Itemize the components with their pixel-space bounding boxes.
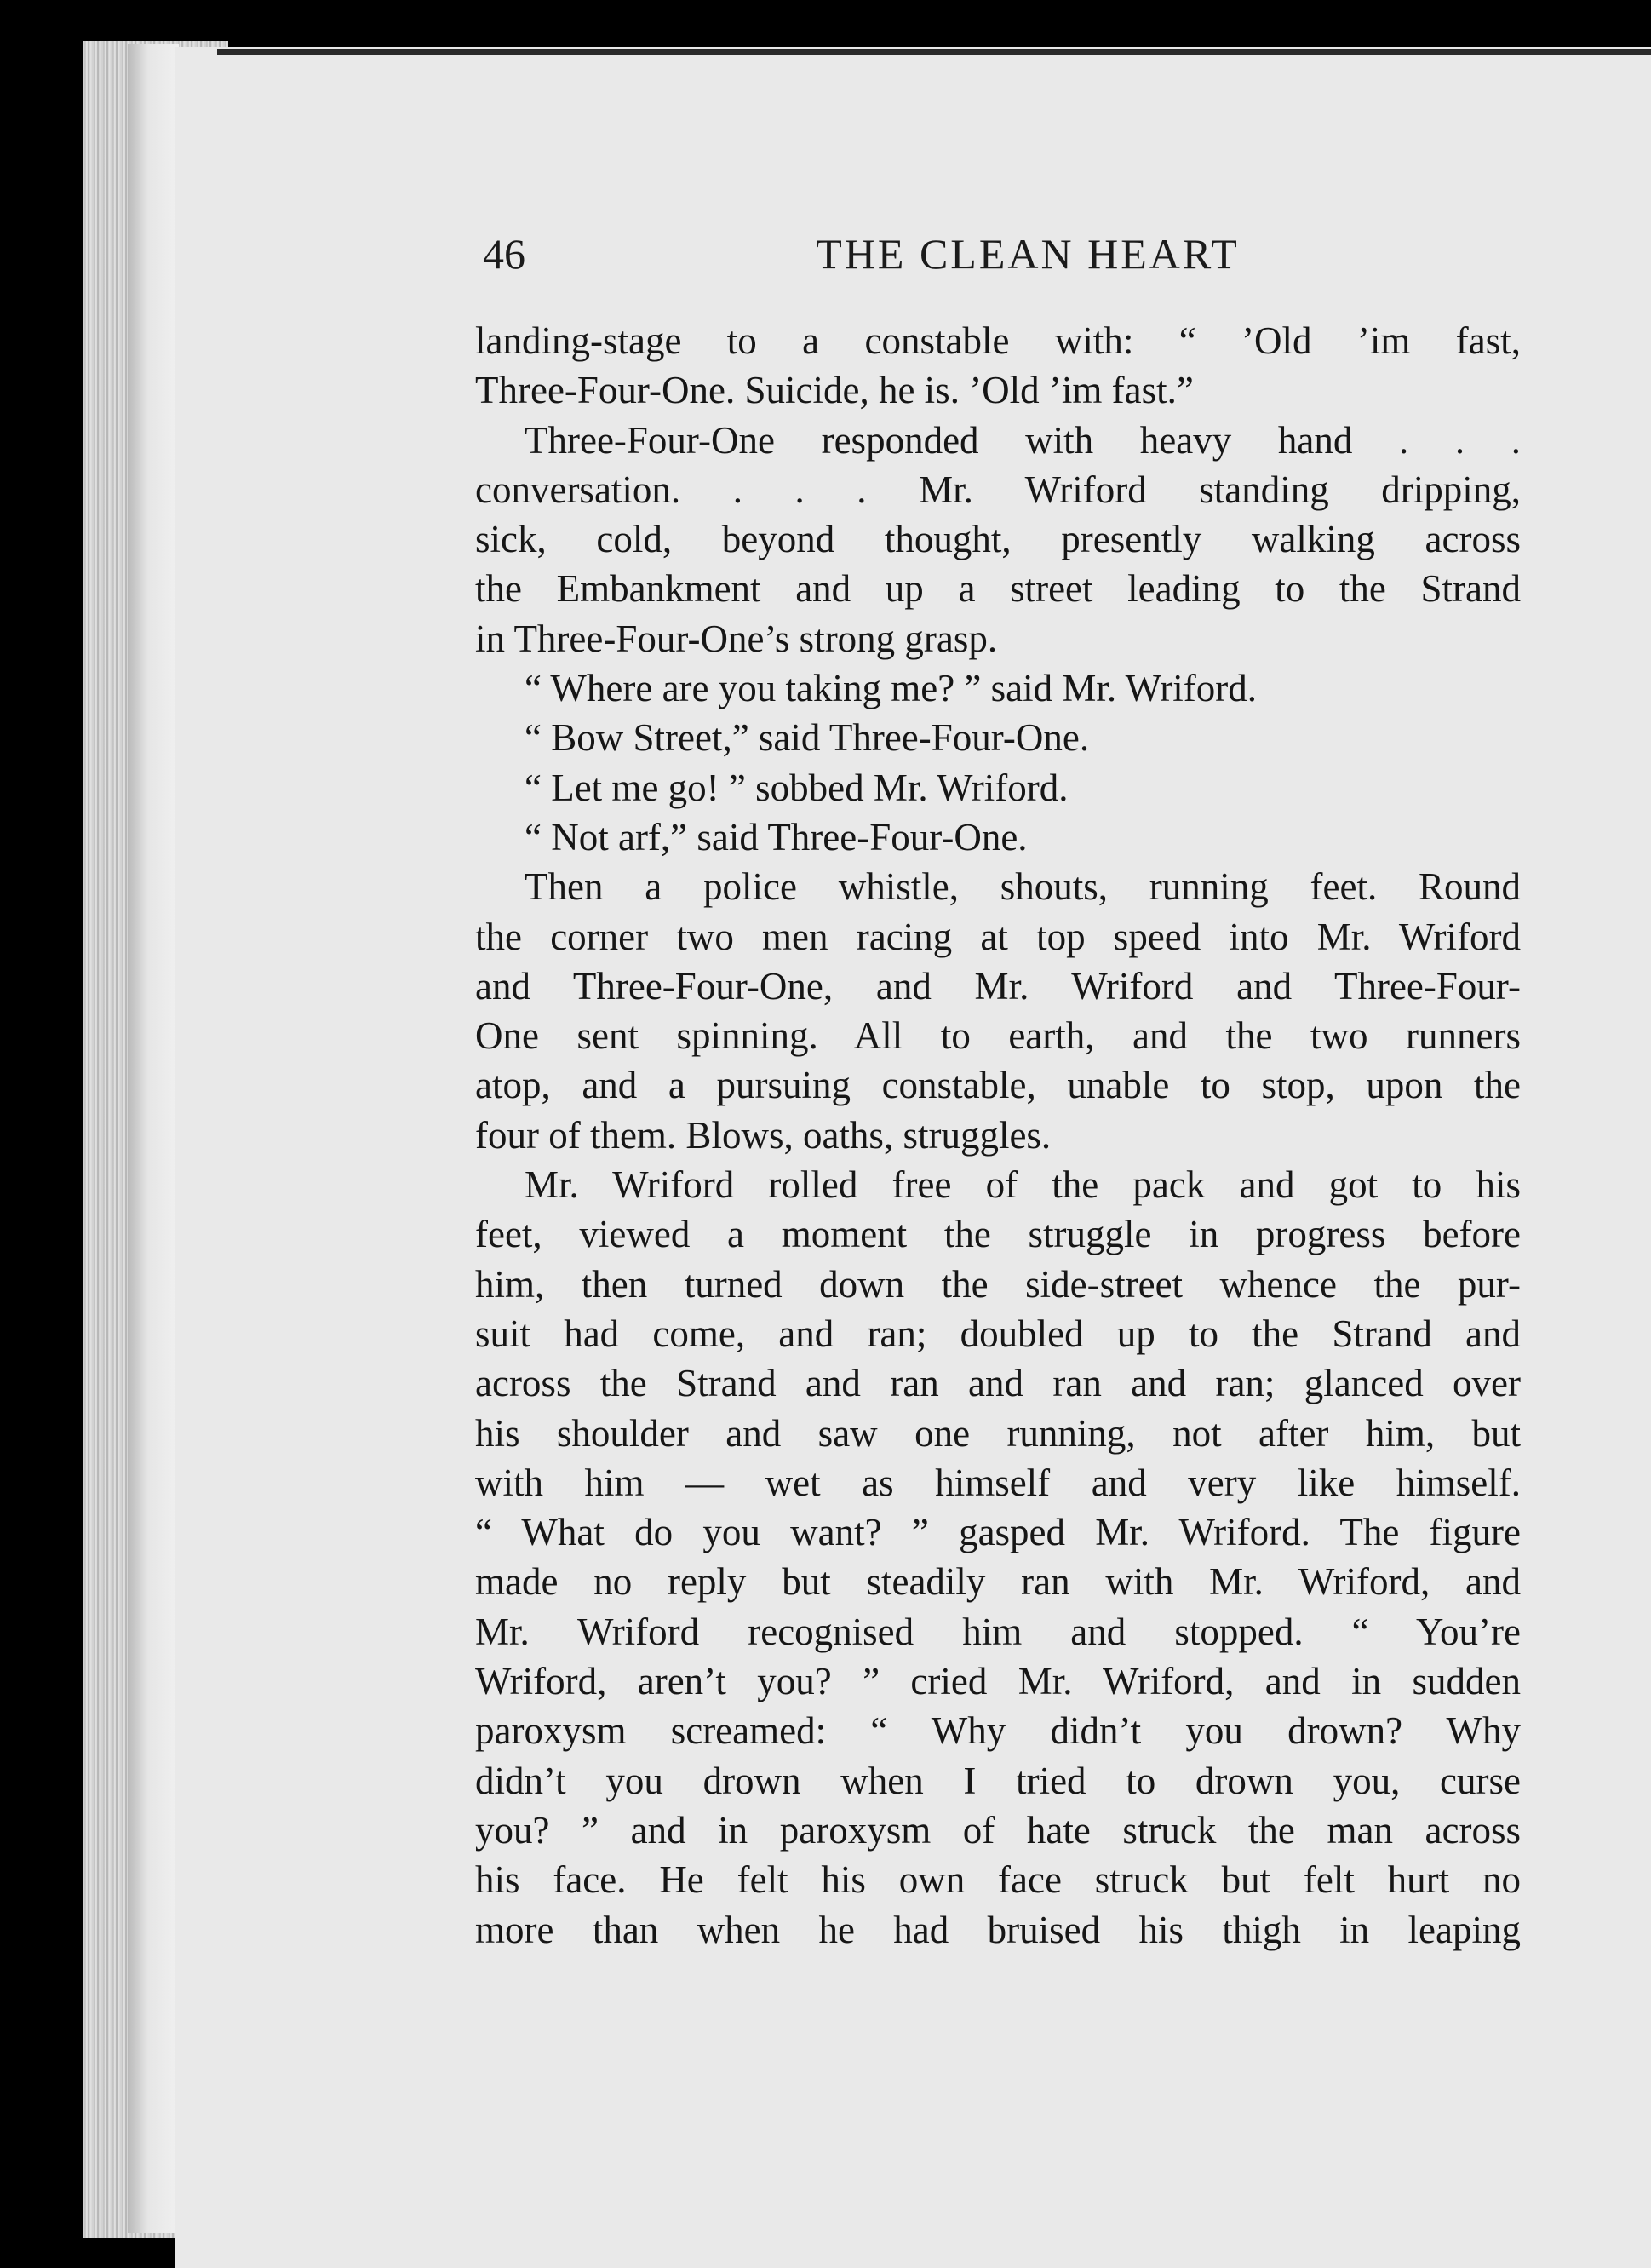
text-line: Three-Four-One responded with heavy hand . . . — [525, 418, 1521, 462]
text-line: his shoulder and saw one running, not after him, but — [475, 1411, 1521, 1455]
text-line: Wriford, aren’t you? ” cried Mr. Wriford, and in sudden — [475, 1660, 1521, 1703]
text-line: Three-Four-One. Suicide, he is. ’Old ’im fast.” — [475, 369, 1194, 412]
text-line: you? ” and in paroxysm of hate struck the man across — [475, 1808, 1521, 1852]
text-line: suit had come, and ran; doubled up to the Strand and — [475, 1312, 1521, 1355]
text-line: with him — wet as himself and very like himself. — [475, 1461, 1521, 1504]
text-line: him, then turned down the side-street whence the pur- — [475, 1262, 1521, 1306]
text-line: landing-stage to a constable with: “ ’Old ’im fast, — [475, 319, 1521, 362]
text-line: “ Where are you taking me? ” said Mr. Wriford. — [525, 667, 1257, 710]
text-line: sick, cold, beyond thought, presently walking across — [475, 518, 1521, 561]
text-line: atop, and a pursuing constable, unable to stop, upon the — [475, 1064, 1521, 1107]
text-line: “ Let me go! ” sobbed Mr. Wriford. — [525, 766, 1069, 809]
binding-shadow — [128, 44, 179, 2233]
text-line: the Embankment and up a street leading to the Strand — [475, 567, 1521, 611]
text-line: paroxysm screamed: “ Why didn’t you drown? Why — [475, 1709, 1521, 1753]
text-line: “ Bow Street,” said Three-Four-One. — [525, 716, 1090, 760]
text-line: more than when he had bruised his thigh in leaping — [475, 1908, 1521, 1951]
text-line: Mr. Wriford recognised him and stopped. “ You’re — [475, 1610, 1521, 1653]
text-line: four of them. Blows, oaths, struggles. — [475, 1113, 1052, 1157]
text-line: in Three-Four-One’s strong grasp. — [475, 617, 998, 660]
text-line: his face. He felt his own face struck but felt hurt no — [475, 1858, 1521, 1902]
text-line: across the Strand and ran and ran and ran; glanced over — [475, 1362, 1521, 1405]
text-line: Then a police whistle, shouts, running feet. Round — [525, 865, 1521, 909]
page-number: 46 — [483, 230, 525, 278]
text-line: and Three-Four-One, and Mr. Wriford and Three-Four- — [475, 964, 1521, 1008]
page-top-border — [217, 49, 1651, 55]
text-line: feet, viewed a moment the struggle in progress before — [475, 1213, 1521, 1256]
text-line: Mr. Wriford rolled free of the pack and got to his — [525, 1163, 1521, 1207]
text-line: “ What do you want? ” gasped Mr. Wriford. The figure — [475, 1511, 1521, 1554]
text-line: didn’t you drown when I tried to drown you, curse — [475, 1759, 1521, 1802]
text-line: the corner two men racing at top speed into Mr. Wriford — [475, 915, 1521, 958]
text-line: conversation. . . . Mr. Wriford standing dripping, — [475, 468, 1521, 511]
page-header — [483, 220, 1522, 288]
text-line: One sent spinning. All to earth, and the two runners — [475, 1014, 1521, 1058]
text-line: “ Not arf,” said Three-Four-One. — [525, 815, 1028, 858]
body-text — [475, 316, 1521, 1955]
running-head: THE CLEAN HEART — [816, 230, 1240, 278]
text-line: made no reply but steadily ran with Mr. Wriford, and — [475, 1560, 1521, 1604]
